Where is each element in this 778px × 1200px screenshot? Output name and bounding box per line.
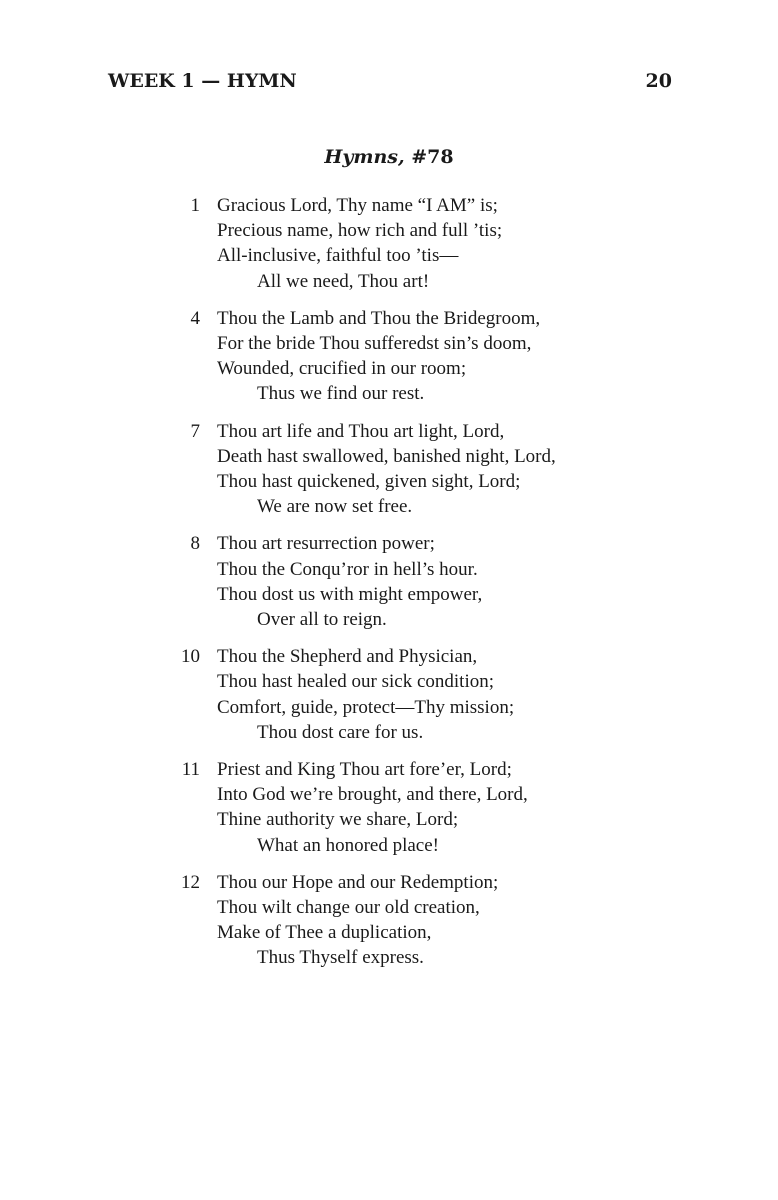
stanza-refrain-line: Thus we find our rest. <box>257 383 425 405</box>
stanza-line: Priest and King Thou art fore’er, Lord; <box>217 759 512 781</box>
hymn-title-number: #78 <box>404 146 454 168</box>
stanza-refrain-line: We are now set free. <box>257 496 413 518</box>
stanza-line: Into God we’re brought, and there, Lord, <box>217 784 528 806</box>
stanza-lines <box>217 419 650 520</box>
page-number: 20 <box>645 70 672 92</box>
stanza-lines <box>217 644 650 745</box>
stanza-line: Death hast swallowed, banished night, Lord, <box>217 445 556 467</box>
stanza <box>170 870 650 971</box>
stanza-refrain-line: Thus Thyself express. <box>257 947 424 969</box>
stanza-refrain-line: Thou dost care for us. <box>257 721 424 743</box>
stanza-lines <box>217 193 650 294</box>
stanza-line: Thou art life and Thou art light, Lord, <box>217 420 505 442</box>
stanza-line: Precious name, how rich and full ’tis; <box>217 220 503 242</box>
stanza-line: Thine authority we share, Lord; <box>217 809 459 831</box>
stanza-number: 7 <box>190 420 200 442</box>
stanza-lines <box>217 757 650 858</box>
stanza <box>170 757 650 858</box>
stanza-line: Thou hast healed our sick condition; <box>217 671 495 693</box>
stanza-line: Comfort, guide, protect—Thy mission; <box>217 696 515 718</box>
stanza-line: Thou the Shepherd and Physician, <box>217 646 478 668</box>
stanza-refrain-line: Over all to reign. <box>257 609 387 631</box>
hymn-stanzas <box>170 193 650 983</box>
stanza-number: 1 <box>190 195 200 216</box>
stanza-line: Thou the Conqu’ror in hell’s hour. <box>217 558 478 580</box>
stanza-line: Thou art resurrection power; <box>217 533 435 555</box>
stanza-line: All-inclusive, faithful too ’tis— <box>217 245 459 267</box>
stanza <box>170 193 650 294</box>
stanza-number: 11 <box>181 759 200 781</box>
stanza-line: Thou wilt change our old creation, <box>217 897 480 919</box>
hymn-title <box>0 146 778 168</box>
stanza <box>170 419 650 520</box>
stanza-line: Thou the Lamb and Thou the Bridegroom, <box>217 307 541 329</box>
stanza-line: Gracious Lord, Thy name “I AM” is; <box>217 195 498 216</box>
section-title: WEEK 1 — HYMN <box>108 70 297 92</box>
hymn-title-book: Hymns, <box>324 146 405 168</box>
stanza-number: 4 <box>190 307 200 329</box>
page-header <box>108 70 672 100</box>
stanza-refrain-line: All we need, Thou art! <box>257 270 430 292</box>
stanza <box>170 531 650 632</box>
stanza-number: 12 <box>181 871 200 893</box>
stanza-lines <box>217 306 650 407</box>
stanza-line: Thou our Hope and our Redemption; <box>217 871 499 893</box>
stanza-lines <box>217 531 650 632</box>
stanza-line: Make of Thee a duplication, <box>217 922 432 944</box>
stanza-number: 10 <box>181 646 200 668</box>
stanza-line: Thou hast quickened, given sight, Lord; <box>217 471 521 493</box>
stanza <box>170 306 650 407</box>
stanza-refrain-line: What an honored place! <box>257 834 439 856</box>
stanza-lines <box>217 870 650 971</box>
stanza-number: 8 <box>190 533 200 555</box>
stanza-line: Thou dost us with might empower, <box>217 583 483 605</box>
stanza-line: Wounded, crucified in our room; <box>217 358 467 380</box>
stanza-line: For the bride Thou sufferedst sin’s doom, <box>217 333 532 355</box>
stanza <box>170 644 650 745</box>
